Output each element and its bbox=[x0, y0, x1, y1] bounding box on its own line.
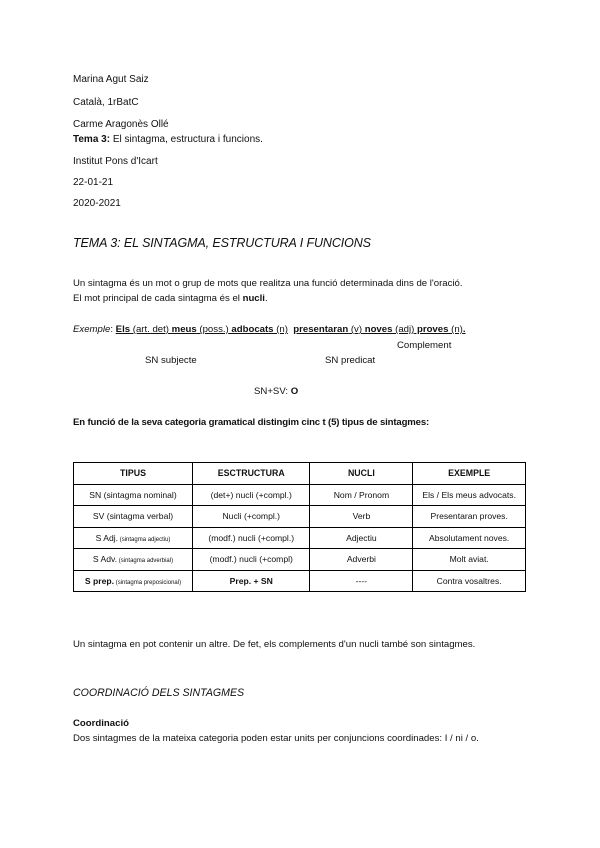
example-sn-subject: SN subjecte bbox=[145, 355, 197, 366]
cell-tipus bbox=[74, 484, 193, 506]
estructura-text: Prep. + SN bbox=[229, 575, 273, 586]
tipus-small-text: (sintagma preposicional) bbox=[114, 579, 182, 586]
cell-tipus bbox=[74, 549, 193, 571]
example-tag-v: (v) bbox=[348, 324, 363, 335]
topic-text: El sintagma, estructura i funcions. bbox=[110, 134, 263, 145]
topic-label: Tema 3: bbox=[73, 134, 111, 145]
intro-line-2-pre: El mot principal de cada sintagma és el bbox=[73, 293, 243, 304]
formula-o: O bbox=[290, 386, 299, 397]
cell-tipus bbox=[74, 506, 193, 528]
example-word-noves: noves bbox=[362, 324, 393, 335]
tipus-text: S prep. bbox=[84, 575, 115, 586]
cell-tipus bbox=[74, 570, 193, 592]
table-row bbox=[74, 506, 526, 528]
tipus-text: SV (sintagma verbal) bbox=[92, 511, 174, 522]
table-row bbox=[74, 570, 526, 592]
example-predicate bbox=[293, 324, 465, 335]
school-year: 2020-2021 bbox=[73, 198, 121, 209]
example-word-proves: proves bbox=[414, 324, 449, 335]
header-tipus: TIPUS bbox=[74, 463, 193, 485]
section-2-text: Dos sintagmes de la mateixa categoria poden estar units per conjuncions coordinades: I / ni / o. bbox=[73, 733, 479, 744]
header-nucli: NUCLI bbox=[310, 463, 413, 485]
doc-date: 22-01-21 bbox=[73, 177, 114, 188]
author-name: Marina Agut Saiz bbox=[73, 74, 149, 85]
section-2-subtitle: Coordinació bbox=[73, 718, 129, 729]
example-tag-adj: (adj) bbox=[392, 324, 415, 335]
tipus-small-text: (sintagma adverbial) bbox=[117, 558, 174, 565]
classification-intro: En funció de la seva categoria gramatical distingim cinc t (5) tipus de sintagmes: bbox=[73, 417, 430, 428]
cell-nucli: Adverbi bbox=[310, 549, 413, 571]
cell-nucli: Nom / Pronom bbox=[310, 484, 413, 506]
example-line bbox=[73, 324, 466, 335]
cell-tipus bbox=[74, 527, 193, 549]
page-title: TEMA 3: EL SINTAGMA, ESTRUCTURA I FUNCIONS bbox=[73, 236, 371, 250]
example-end: . bbox=[462, 324, 466, 335]
cell-nucli: Adjectiu bbox=[310, 527, 413, 549]
intro-nucli: nucli bbox=[242, 293, 265, 304]
cell-exemple: Presentaran proves. bbox=[413, 506, 526, 528]
intro-line-2 bbox=[73, 293, 268, 304]
header-exemple: EXEMPLE bbox=[413, 463, 526, 485]
example-tag-n1: (n) bbox=[273, 324, 288, 335]
example-label: Exemple bbox=[73, 324, 111, 335]
cell-estructura: (modf.) nucli (+compl) bbox=[193, 549, 310, 571]
sintagma-types-table bbox=[73, 462, 526, 592]
intro-line-1: Un sintagma és un mot o grup de mots que realitza una funció determinada dins de l'oració. bbox=[73, 278, 463, 289]
topic-line bbox=[73, 134, 263, 145]
header-estructura: ESCTRUCTURA bbox=[193, 463, 310, 485]
section-2-title: COORDINACIÓ DELS SINTAGMES bbox=[73, 687, 245, 699]
tipus-small-text: (sintagma adjectiu) bbox=[118, 536, 171, 543]
cell-estructura: Nucli (+compl.) bbox=[193, 506, 310, 528]
cell-estructura bbox=[193, 570, 310, 592]
table-header-row bbox=[74, 463, 526, 485]
intro-line-2-post: . bbox=[264, 293, 268, 304]
cell-estructura: (modf.) nucli (+compl.) bbox=[193, 527, 310, 549]
example-complement: Complement bbox=[397, 340, 452, 351]
cell-exemple: Contra vosaltres. bbox=[413, 570, 526, 592]
example-word-presentaran: presentaran bbox=[293, 324, 349, 335]
cell-nucli: ---- bbox=[310, 570, 413, 592]
cell-estructura: (det+) nucli (+compl.) bbox=[193, 484, 310, 506]
cell-exemple: Molt aviat. bbox=[413, 549, 526, 571]
example-word-els: Els bbox=[115, 324, 131, 335]
table-row bbox=[74, 549, 526, 571]
after-table-note: Un sintagma en pot contenir un altre. De fet, els complements d'un nucli també son sintagmes. bbox=[73, 639, 476, 650]
example-sentence bbox=[116, 324, 288, 335]
table-row bbox=[74, 484, 526, 506]
cell-exemple: Absolutament noves. bbox=[413, 527, 526, 549]
table-row bbox=[74, 527, 526, 549]
example-colon: : bbox=[110, 324, 116, 335]
tipus-text: SN (sintagma nominal) bbox=[89, 489, 177, 500]
example-tag-poss: (poss.) bbox=[196, 324, 229, 335]
example-word-meus: meus bbox=[169, 324, 197, 335]
tipus-text: S Adv. bbox=[92, 554, 118, 565]
example-sn-predicate: SN predicat bbox=[325, 355, 376, 366]
cell-nucli: Verb bbox=[310, 506, 413, 528]
school-name: Institut Pons d'Icart bbox=[73, 156, 158, 167]
example-tag-art: (art. det) bbox=[130, 324, 169, 335]
course-name: Català, 1rBatC bbox=[73, 97, 139, 108]
tipus-text: S Adj. bbox=[95, 532, 119, 543]
formula-pre: SN+SV: bbox=[254, 386, 291, 397]
example-word-advocats: adbocats bbox=[228, 324, 274, 335]
teacher-name: Carme Aragonès Ollé bbox=[73, 119, 169, 130]
example-formula bbox=[254, 386, 298, 397]
example-tag-n2: (n) bbox=[448, 324, 463, 335]
cell-exemple: Els / Els meus advocats. bbox=[413, 484, 526, 506]
